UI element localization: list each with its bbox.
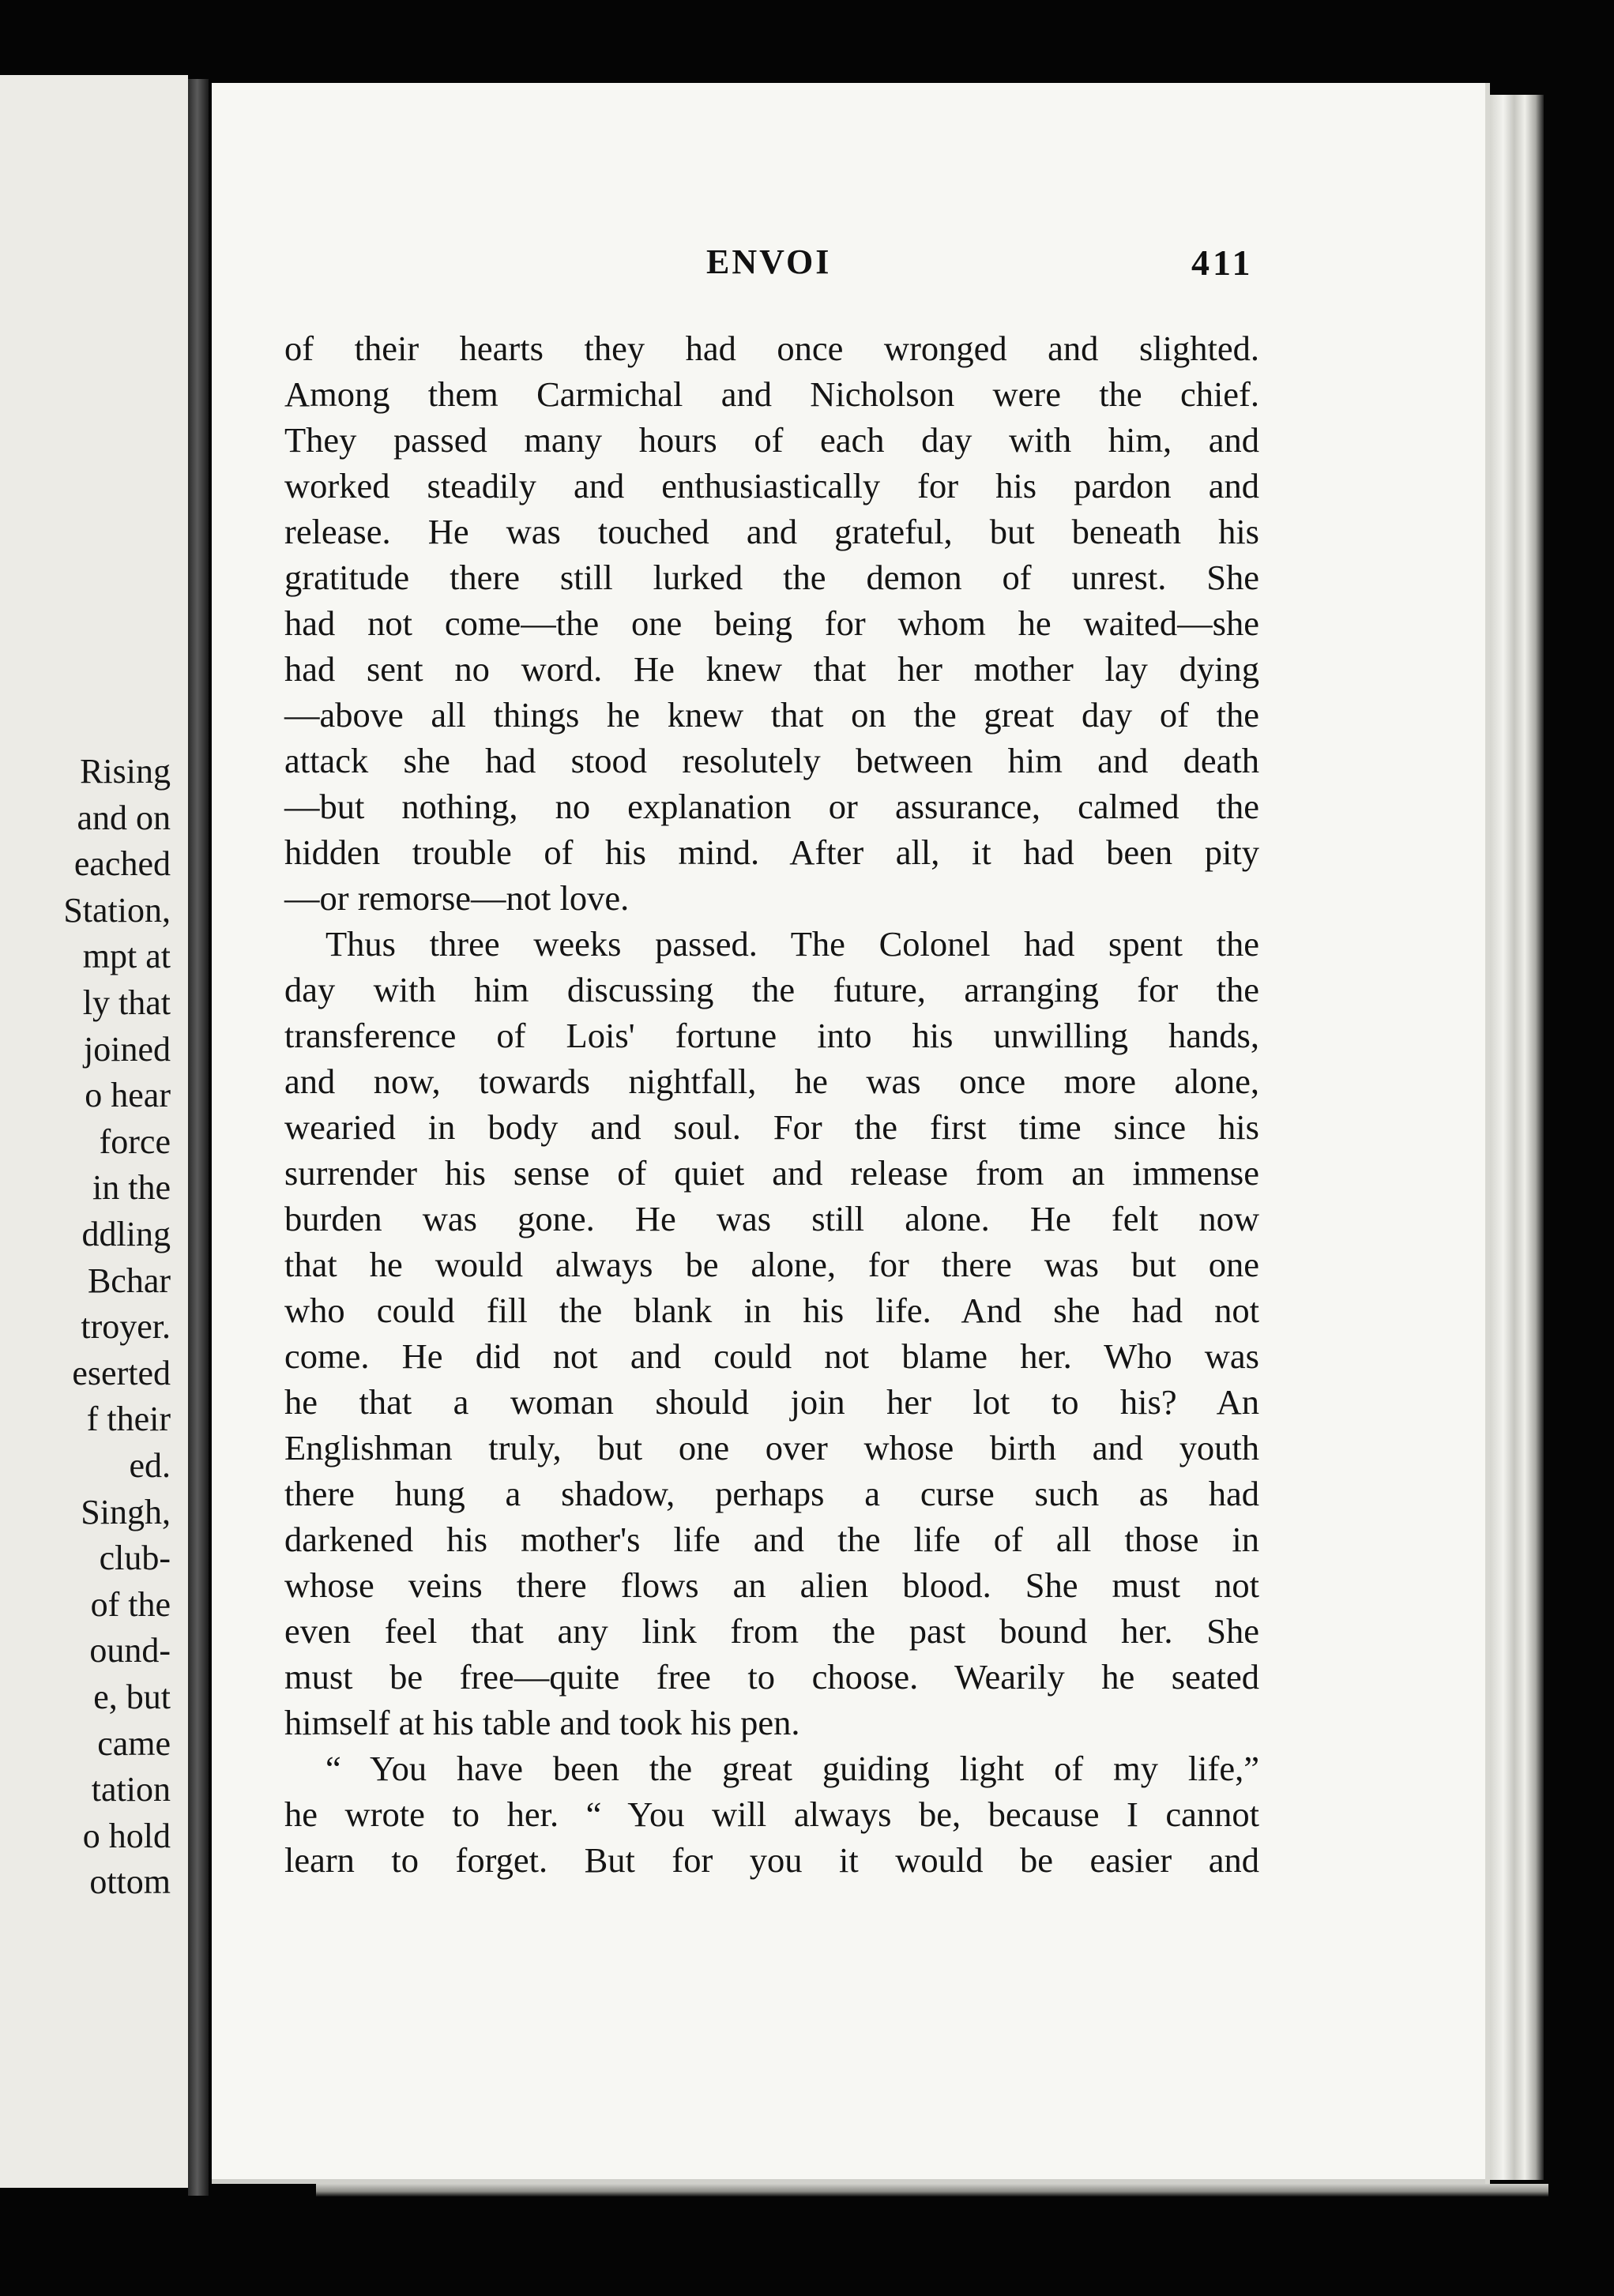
left-page-line: o hold: [82, 1816, 171, 1855]
left-page-line: came: [97, 1723, 171, 1763]
left-page-line: Station,: [63, 890, 171, 930]
text-line: he wrote to her. “ You will always be, because I cannot: [284, 1794, 1259, 1834]
text-line: must be free—quite free to choose. Wearily he seated: [284, 1657, 1259, 1697]
left-page-line: Singh,: [81, 1492, 171, 1531]
left-page-line: e, but: [93, 1678, 171, 1716]
text-line: Thus three weeks passed. The Colonel had spent the: [325, 924, 1259, 964]
text-line: who could fill the blank in his life. And she had not: [284, 1291, 1259, 1330]
book-gutter: [188, 79, 209, 2196]
page-bottom-edge: [316, 2184, 1548, 2196]
text-line: gratitude there still lurked the demon of unrest. She: [284, 558, 1259, 597]
left-page-line: ottom: [89, 1862, 171, 1902]
left-page-line: ed.: [129, 1446, 171, 1485]
text-line: surrender his sense of quiet and release from an immense: [284, 1153, 1259, 1193]
left-page-line: ound-: [89, 1631, 171, 1670]
left-page-line: Rising: [80, 752, 171, 791]
text-line: there hung a shadow, perhaps a curse such as had: [284, 1474, 1259, 1513]
left-page-line: tation: [91, 1770, 171, 1809]
left-page-line: mpt at: [82, 937, 171, 976]
text-line: —above all things he knew that on the great day of the: [284, 695, 1259, 735]
left-page-line: troyer.: [81, 1307, 171, 1347]
text-line: himself at his table and took his pen.: [284, 1703, 800, 1742]
body-text: [284, 325, 1259, 1883]
text-line: wearied in body and soul. For the first time since his: [284, 1107, 1259, 1147]
left-page-line: eached: [73, 844, 171, 884]
text-line: Among them Carmichal and Nicholson were the chief.: [284, 374, 1259, 414]
left-page-line: o hear: [85, 1076, 171, 1115]
text-line: and now, towards nightfall, he was once more alone,: [284, 1062, 1259, 1101]
text-line: burden was gone. He was still alone. He felt now: [284, 1199, 1259, 1238]
left-page-line: ddling: [81, 1215, 171, 1253]
text-line: release. He was touched and grateful, but beneath his: [284, 512, 1259, 551]
text-line: Englishman truly, but one over whose birth and youth: [284, 1428, 1259, 1467]
text-line: “ You have been the great guiding light of my life,”: [325, 1749, 1259, 1788]
left-page-line: eserted: [72, 1353, 171, 1392]
text-line: come. He did not and could not blame her. Who was: [284, 1336, 1259, 1376]
text-line: worked steadily and enthusiastically for his pardon and: [284, 466, 1259, 505]
left-page-line: ly that: [82, 983, 171, 1022]
text-line: transference of Lois' fortune into his unwilling hands,: [284, 1016, 1259, 1055]
page-number: 411: [1191, 242, 1254, 283]
text-line: —but nothing, no explanation or assurance, calmed the: [284, 787, 1259, 826]
text-line: whose veins there flows an alien blood. She must not: [284, 1565, 1259, 1605]
text-line: darkened his mother's life and the life of all those in: [284, 1520, 1259, 1559]
text-line: had not come—the one being for whom he waited—she: [284, 603, 1259, 643]
left-page-line: in the: [92, 1168, 171, 1208]
text-line: —or remorse—not love.: [284, 878, 630, 918]
text-line: had sent no word. He knew that her mother lay dying: [284, 649, 1259, 689]
text-line: day with him discussing the future, arranging for the: [284, 970, 1259, 1009]
left-page-line: and on: [77, 798, 171, 837]
text-line: he that a woman should join her lot to his? An: [284, 1382, 1259, 1422]
text-line: hidden trouble of his mind. After all, it had been pity: [284, 832, 1259, 872]
text-line: that he would always be alone, for there was but one: [284, 1245, 1259, 1284]
left-page-fragment: [0, 75, 188, 2188]
left-page-line: joined: [84, 1029, 171, 1069]
text-line: learn to forget. But for you it would be easier and: [284, 1840, 1259, 1880]
text-line: of their hearts they had once wronged and slighted.: [284, 329, 1259, 368]
text-line: They passed many hours of each day with him, and: [284, 420, 1259, 460]
left-page-line: club-: [99, 1539, 171, 1578]
page-edge-shadow: [1490, 95, 1544, 2180]
left-page-line: Bchar: [87, 1261, 171, 1300]
left-page-line: f their: [86, 1400, 171, 1439]
text-line: even feel that any link from the past bound her. She: [284, 1611, 1259, 1651]
left-page-line: force: [99, 1122, 171, 1161]
text-line: attack she had stood resolutely between him and death: [284, 741, 1259, 780]
left-page-line: of the: [90, 1584, 171, 1624]
running-head: ENVOI: [706, 242, 832, 281]
